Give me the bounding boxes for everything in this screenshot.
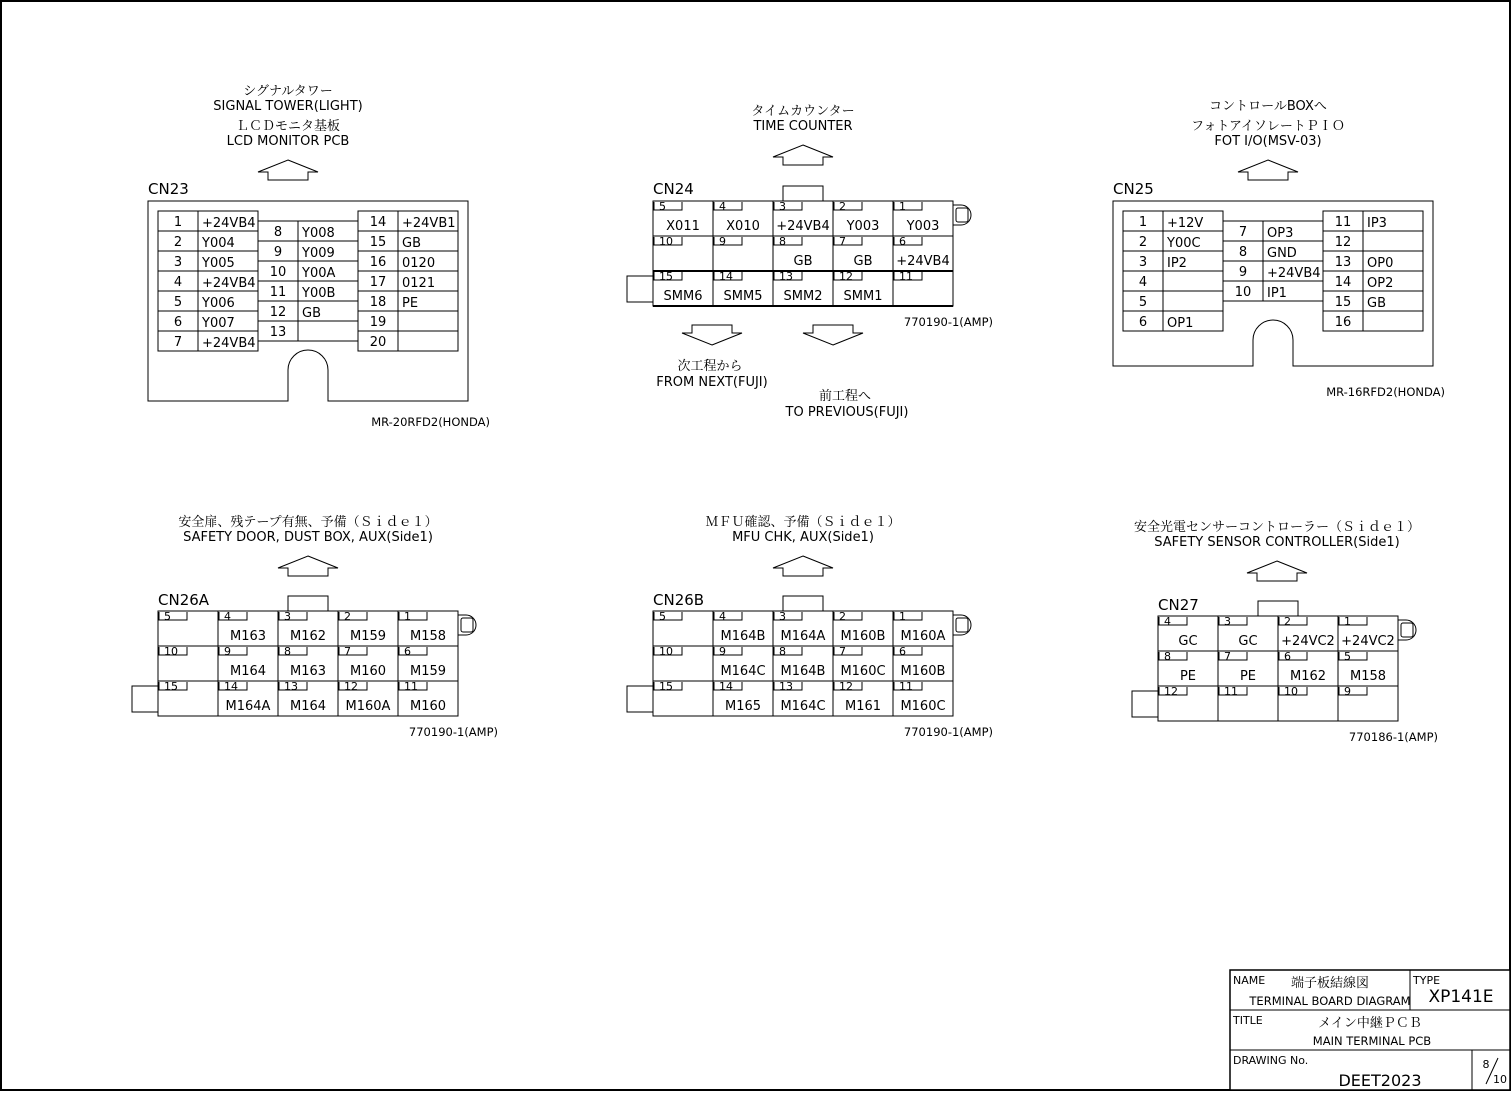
cn26a-pin-grid (132, 596, 476, 716)
cn24-note-next-jp: 次工程から (677, 359, 743, 374)
cn26a-pin-8-number: 8 (284, 645, 291, 658)
cn25-pin-1-number: 1 (1138, 215, 1148, 230)
cn26b-pin-13-number: 13 (779, 680, 793, 693)
cn27-title-en: SAFETY SENSOR CONTROLLER(Side1) (1154, 535, 1400, 550)
cn27-pin-2-signal: +24VC2 (1281, 634, 1335, 649)
cn24-pin-8-number: 8 (779, 235, 786, 248)
cn26b-pin-12-signal: M161 (844, 699, 882, 714)
cn26b-title-jp: ＭＦＵ確認、予備（Ｓｉｄｅ１） (705, 515, 901, 530)
cn26b-pin-9-signal: M164C (720, 664, 766, 679)
name-label: NAME (1233, 974, 1266, 987)
cn26b-pin-11-number: 11 (899, 680, 913, 693)
cn25-up-arrow (1238, 160, 1298, 180)
cn27-pin-4-signal: GC (1178, 634, 1198, 649)
cn24-up-arrow (773, 145, 833, 165)
cn26b-latch (783, 596, 823, 611)
cn24-pin-3-signal: +24VB4 (776, 219, 830, 234)
cn23-pin-18-number: 18 (369, 295, 387, 310)
cn24-pin-12-signal: SMM1 (843, 289, 883, 304)
cn25-pin-6-signal: OP1 (1167, 316, 1194, 331)
cn27-pin-7-signal: PE (1239, 669, 1257, 684)
cn27-title-jp: 安全光電センサーコントローラー（Ｓｉｄｅ１） (1133, 520, 1421, 535)
cn23-pin-18-signal: PE (402, 296, 419, 311)
cn24-pin-11-number: 11 (899, 270, 913, 283)
cn25-pin-3-number: 3 (1138, 255, 1148, 270)
cn26b-connector (627, 515, 993, 739)
cn23-pin-15-signal: GB (402, 236, 421, 251)
cn24-title-en: TIME COUNTER (753, 119, 853, 134)
cn26b-left-tab (627, 686, 653, 712)
cn25-pin-10-number: 10 (1234, 285, 1252, 300)
cn26a-pin-13-signal: M164 (289, 699, 327, 714)
cn24-note-prev-jp: 前工程へ (818, 389, 872, 404)
cn27-pin-5-signal: M158 (1349, 669, 1387, 684)
cn24-left-tab (627, 276, 653, 302)
cn27-label: CN27 (1158, 596, 1199, 614)
cn24-side-clip-inner (956, 208, 968, 222)
cn25-pin-13-signal: OP0 (1367, 256, 1394, 271)
cn23-pin-5-number: 5 (173, 295, 183, 310)
cn26b-pin-1-signal: M160A (900, 629, 946, 644)
cn26a-latch (288, 596, 328, 611)
cn23-pin-20-signal-cell (398, 331, 458, 351)
cn25-pin-8-number: 8 (1238, 245, 1248, 260)
cn24-to-previous-arrow (803, 325, 863, 345)
cn23-pin-11-signal: Y00B (302, 286, 336, 301)
cn26a-pin-5-number: 5 (164, 610, 171, 623)
cn26a-pin-11-signal: M160 (409, 699, 447, 714)
cn26b-pin-5-number: 5 (659, 610, 666, 623)
cn24-pin-6-signal: +24VB4 (896, 254, 950, 269)
cn24-pin-4-number: 4 (719, 200, 726, 213)
cn23-title2-jp: ＬＣＤモニタ基板 (235, 119, 341, 134)
cn24-note-prev-en: TO PREVIOUS(FUJI) (785, 405, 909, 420)
cn23-pin-13-signal-cell (298, 321, 358, 341)
cn25-pin-13-number: 13 (1334, 255, 1352, 270)
cn24-part-number: 770190-1(AMP) (903, 315, 993, 329)
cn27-part-number: 770186-1(AMP) (1348, 730, 1438, 744)
cn23-pin-17-signal: 0121 (402, 276, 436, 291)
cn27-pin-1-signal: +24VC2 (1341, 634, 1395, 649)
cn24-from-next-arrow (682, 325, 742, 345)
cn25-label: CN25 (1113, 180, 1154, 198)
cn26a-label: CN26A (158, 591, 210, 609)
cn23-pin-13-number: 13 (269, 325, 287, 340)
cn23-title-en: SIGNAL TOWER(LIGHT) (213, 99, 363, 114)
cn23-pin-8-signal: Y008 (302, 226, 335, 241)
cn26b-pin-4-number: 4 (719, 610, 726, 623)
cn27-up-arrow (1247, 561, 1307, 581)
cn27-pin-8-signal: PE (1179, 669, 1197, 684)
cn24-pin-3-number: 3 (779, 200, 786, 213)
cn26a-pin-3-signal: M162 (289, 629, 327, 644)
sheet-total: 10 (1493, 1073, 1507, 1086)
cn26a-pin-9-signal: M164 (229, 664, 267, 679)
cn23-pin-16-number: 16 (369, 255, 387, 270)
cn26a-pin-15-number: 15 (164, 680, 178, 693)
cn26b-pin-grid (627, 596, 971, 716)
cn26b-pin-6-number: 6 (899, 645, 906, 658)
cn26b-pin-14-number: 14 (719, 680, 733, 693)
cn23-pin-7-signal: +24VB4 (202, 336, 256, 351)
cn26a-pin-6-signal: M159 (409, 664, 447, 679)
drawing-value: DEET2023 (1338, 1071, 1422, 1090)
type-label: TYPE (1413, 974, 1441, 987)
cn25-pin-12-signal-cell (1363, 231, 1423, 251)
cn26b-up-arrow (773, 556, 833, 576)
cn23-pin-10-number: 10 (269, 265, 287, 280)
cn27-pin-11-number: 11 (1224, 685, 1238, 698)
cn24-pin-12-number: 12 (839, 270, 853, 283)
cn26a-pin-6-number: 6 (404, 645, 411, 658)
cn23-pin-14-number: 14 (369, 215, 387, 230)
title-jp: メイン中継ＰＣＢ (1318, 1016, 1422, 1031)
cn24-title-jp: タイムカウンター (751, 104, 855, 119)
cn27-pin-10-number: 10 (1284, 685, 1298, 698)
cn25-pin-1-signal: +12V (1167, 216, 1204, 231)
cn24-pin-grid (627, 186, 971, 306)
cn23-pin-3-signal: Y005 (202, 256, 235, 271)
title-block (1230, 970, 1510, 1090)
cn23-pin-5-signal: Y006 (202, 296, 235, 311)
cn25-pin-8-signal: GND (1267, 246, 1297, 261)
cn27-connector (1132, 519, 1438, 744)
cn25-part-number: MR-16RFD2(HONDA) (1326, 385, 1445, 399)
cn23-pin-20-number: 20 (369, 335, 387, 350)
cn25-title-en: FOT I/O(MSV-03) (1214, 134, 1322, 149)
cn23-label: CN23 (148, 180, 189, 198)
cn25-pin-14-number: 14 (1334, 275, 1352, 290)
cn23-pin-2-signal: Y004 (202, 236, 235, 251)
cn25-pin-3-signal: IP2 (1167, 256, 1187, 271)
cn26b-pin-7-number: 7 (839, 645, 846, 658)
cn23-pin-19-signal-cell (398, 311, 458, 331)
cn24-pin-14-number: 14 (719, 270, 733, 283)
cn25-pin-5-signal-cell (1163, 291, 1223, 311)
cn23-pin-4-signal: +24VB4 (202, 276, 256, 291)
cn26a-up-arrow (278, 556, 338, 576)
cn26a-left-tab (132, 686, 158, 712)
drawing-label: DRAWING No. (1233, 1054, 1309, 1067)
cn23-title-jp: シグナルタワー (243, 84, 333, 99)
sheet-number: 8 (1482, 1058, 1490, 1071)
cn26b-pin-2-signal: M160B (840, 629, 886, 644)
cn25-pin-11-number: 11 (1334, 215, 1352, 230)
cn26a-pin-1-number: 1 (404, 610, 411, 623)
cn26a-pin-12-signal: M160A (345, 699, 391, 714)
cn25-pin-16-number: 16 (1334, 315, 1352, 330)
cn24-note-next-en: FROM NEXT(FUJI) (656, 375, 768, 390)
cn26b-pin-9-number: 9 (719, 645, 726, 658)
cn24-latch (783, 186, 823, 201)
cn24-pin-1-signal: Y003 (906, 219, 940, 234)
cn25-title-jp: コントロールBOXへ (1209, 99, 1327, 114)
cn25-title2-jp: フォトアイソレートＰＩＯ (1191, 119, 1345, 134)
cn26b-pin-15-number: 15 (659, 680, 673, 693)
cn23-pin-9-number: 9 (273, 245, 283, 260)
cn27-pin-2-number: 2 (1284, 615, 1291, 628)
cn26a-pin-2-number: 2 (344, 610, 351, 623)
cn24-pin-15-signal: SMM6 (663, 289, 703, 304)
cn26a-pin-7-number: 7 (344, 645, 351, 658)
cn26a-title-en: SAFETY DOOR, DUST BOX, AUX(Side1) (183, 530, 433, 545)
title-en: MAIN TERMINAL PCB (1312, 1034, 1432, 1048)
cn26b-pin-10-number: 10 (659, 645, 673, 658)
cn25-pin-16-signal-cell (1363, 311, 1423, 331)
cn27-pin-8-number: 8 (1164, 650, 1171, 663)
cn24-pin-13-number: 13 (779, 270, 793, 283)
cn23-pin-1-number: 1 (173, 215, 183, 230)
cn23-pin-12-number: 12 (269, 305, 287, 320)
cn26a-pin-8-signal: M163 (289, 664, 327, 679)
name-en: TERMINAL BOARD DIAGRAM (1249, 994, 1411, 1008)
cn25-pin-11-signal: IP3 (1367, 216, 1387, 231)
cn27-latch (1258, 601, 1298, 616)
cn24-pin-14-signal: SMM5 (723, 289, 763, 304)
cn24-pin-10-number: 10 (659, 235, 673, 248)
cn23-pin-16-signal: 0120 (402, 256, 436, 271)
cn26a-pin-4-signal: M163 (229, 629, 267, 644)
cn26a-side-clip-inner (461, 618, 473, 632)
cn24-pin-5-number: 5 (659, 200, 666, 213)
cn27-pin-9-number: 9 (1344, 685, 1351, 698)
cn24-pin-7-signal: GB (853, 254, 873, 269)
cn26b-pin-4-signal: M164B (720, 629, 766, 644)
cn26b-pin-3-signal: M164A (780, 629, 826, 644)
cn23-pin-8-number: 8 (273, 225, 283, 240)
cn24-pin-15-number: 15 (659, 270, 673, 283)
cn23-pin-12-signal: GB (302, 306, 321, 321)
cn25-pin-6-number: 6 (1138, 315, 1148, 330)
type-value: XP141E (1428, 987, 1494, 1007)
name-jp: 端子板結線図 (1290, 976, 1370, 991)
cn24-pin-8-signal: GB (793, 254, 813, 269)
cn23-pin-15-number: 15 (369, 235, 387, 250)
cn25-pin-4-signal-cell (1163, 271, 1223, 291)
cn25-pin-7-number: 7 (1238, 225, 1248, 240)
cn26a-pin-11-number: 11 (404, 680, 418, 693)
cn26b-side-clip-inner (956, 618, 968, 632)
cn26a-pin-4-number: 4 (224, 610, 231, 623)
cn26b-pin-1-number: 1 (899, 610, 906, 623)
cn23-pin-11-number: 11 (269, 285, 287, 300)
cn23-pin-14-signal: +24VB1 (402, 216, 456, 231)
cn25-pin-2-signal: Y00C (1167, 236, 1201, 251)
cn25-pin-14-signal: OP2 (1367, 276, 1394, 291)
cn25-pin-15-signal: GB (1367, 296, 1386, 311)
cn27-pin-6-number: 6 (1284, 650, 1291, 663)
cn23-pin-19-number: 19 (369, 315, 387, 330)
cn24-pin-13-signal: SMM2 (783, 289, 823, 304)
cn25-pin-5-number: 5 (1138, 295, 1148, 310)
cn24-pin-1-number: 1 (899, 200, 906, 213)
cn23-pin-4-number: 4 (173, 275, 183, 290)
cn26b-pin-13-signal: M164C (780, 699, 826, 714)
cn23-part-number: MR-20RFD2(HONDA) (371, 415, 490, 429)
cn24-pin-9-number: 9 (719, 235, 726, 248)
cn25-pin-table (1123, 211, 1423, 331)
cn24-pin-7-number: 7 (839, 235, 846, 248)
cn23-pin-table (158, 211, 458, 351)
cn26a-pin-10-number: 10 (164, 645, 178, 658)
cn26b-title-en: MFU CHK, AUX(Side1) (732, 530, 874, 545)
cn24-pin-2-number: 2 (839, 200, 846, 213)
cn26b-pin-2-number: 2 (839, 610, 846, 623)
cn27-pin-3-signal: GC (1238, 634, 1258, 649)
cn26b-pin-12-number: 12 (839, 680, 853, 693)
cn27-pin-grid (1132, 601, 1416, 721)
cn27-pin-4-number: 4 (1164, 615, 1171, 628)
cn25-pin-10-signal: IP1 (1267, 286, 1287, 301)
cn25-pin-9-number: 9 (1238, 265, 1248, 280)
cn26b-pin-6-signal: M160B (900, 664, 946, 679)
cn27-pin-1-number: 1 (1344, 615, 1351, 628)
cn23-connector (148, 84, 490, 429)
cn23-pin-6-number: 6 (173, 315, 183, 330)
cn26b-label: CN26B (653, 591, 705, 609)
cn26a-pin-13-number: 13 (284, 680, 298, 693)
cn25-pin-7-signal: OP3 (1267, 226, 1294, 241)
cn24-connector (627, 104, 993, 420)
cn26a-pin-14-signal: M164A (225, 699, 271, 714)
cn24-pin-4-signal: X010 (726, 219, 760, 234)
cn27-pin-6-signal: M162 (1289, 669, 1327, 684)
cn26a-pin-1-signal: M158 (409, 629, 447, 644)
cn26a-pin-7-signal: M160 (349, 664, 387, 679)
cn23-up-arrow (258, 160, 318, 180)
cn24-pin-6-number: 6 (899, 235, 906, 248)
cn23-pin-3-number: 3 (173, 255, 183, 270)
cn26a-pin-2-signal: M159 (349, 629, 387, 644)
cn27-pin-12-number: 12 (1164, 685, 1178, 698)
cn26b-pin-14-signal: M165 (724, 699, 762, 714)
cn26a-pin-14-number: 14 (224, 680, 238, 693)
cn25-pin-4-number: 4 (1138, 275, 1148, 290)
cn26a-pin-12-number: 12 (344, 680, 358, 693)
cn26b-pin-8-number: 8 (779, 645, 786, 658)
cn26a-pin-3-number: 3 (284, 610, 291, 623)
cn23-pin-2-number: 2 (173, 235, 183, 250)
cn23-pin-1-signal: +24VB4 (202, 216, 256, 231)
cn26a-part-number: 770190-1(AMP) (408, 725, 498, 739)
cn23-pin-17-number: 17 (369, 275, 387, 290)
title-label: TITLE (1233, 1014, 1263, 1027)
cn27-left-tab (1132, 691, 1158, 717)
cn26b-pin-8-signal: M164B (780, 664, 826, 679)
cn24-pin-5-signal: X011 (666, 219, 700, 234)
cn23-pin-10-signal: Y00A (302, 266, 336, 281)
cn23-pin-9-signal: Y009 (302, 246, 335, 261)
cn27-pin-3-number: 3 (1224, 615, 1231, 628)
cn26b-part-number: 770190-1(AMP) (903, 725, 993, 739)
cn26a-connector (132, 514, 498, 739)
cn25-pin-12-number: 12 (1334, 235, 1352, 250)
cn27-pin-7-number: 7 (1224, 650, 1231, 663)
cn26a-title-jp: 安全扉、残テープ有無、予備（Ｓｉｄｅ１） (178, 515, 438, 530)
cn27-side-clip-inner (1401, 623, 1413, 637)
cn23-pin-6-signal: Y007 (202, 316, 235, 331)
cn26a-pin-9-number: 9 (224, 645, 231, 658)
cn26b-pin-7-signal: M160C (840, 664, 886, 679)
cn26b-pin-3-number: 3 (779, 610, 786, 623)
cn24-label: CN24 (653, 180, 694, 198)
cn24-pin-2-signal: Y003 (846, 219, 880, 234)
cn25-pin-9-signal: +24VB4 (1267, 266, 1321, 281)
cn23-title2-en: LCD MONITOR PCB (226, 134, 350, 149)
cn26b-pin-11-signal: M160C (900, 699, 946, 714)
cn23-pin-7-number: 7 (173, 335, 183, 350)
cn25-connector (1113, 99, 1445, 399)
cn27-pin-5-number: 5 (1344, 650, 1351, 663)
cn25-pin-15-number: 15 (1334, 295, 1352, 310)
cn25-pin-2-number: 2 (1138, 235, 1148, 250)
